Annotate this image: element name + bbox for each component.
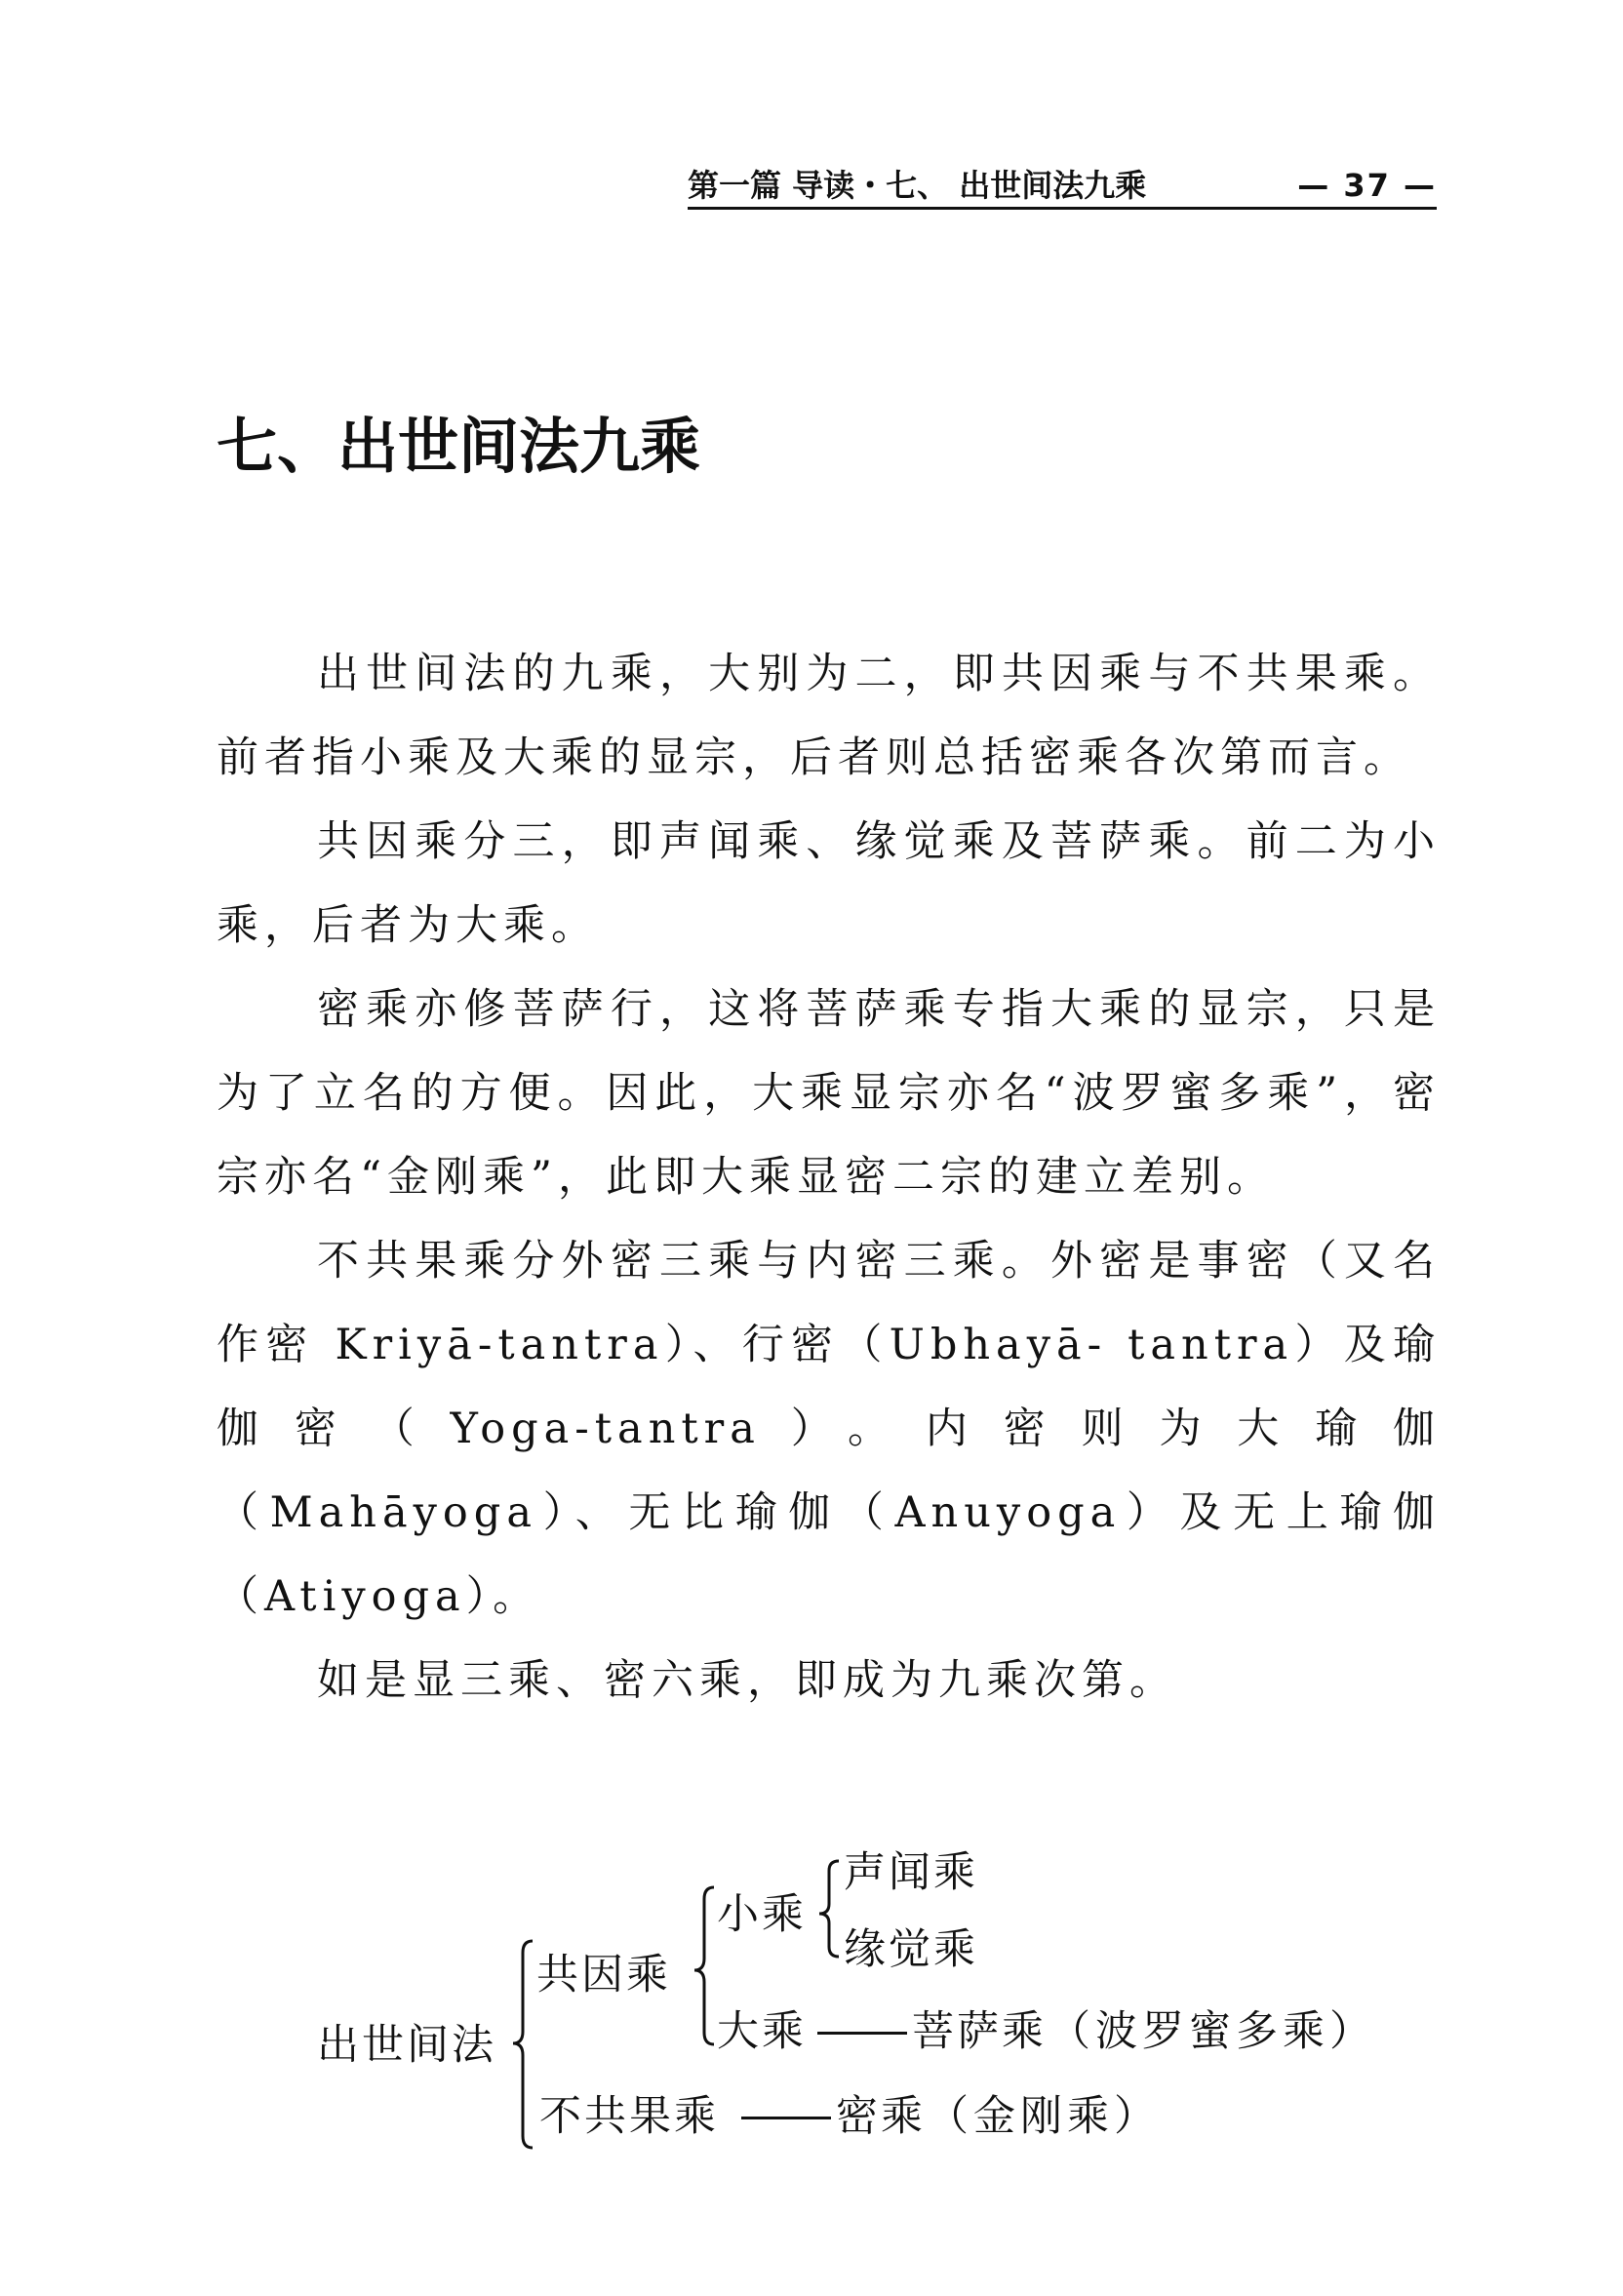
tree-node-uncommon-fruit: 不共果乘	[539, 2092, 719, 2141]
paragraph-4: 不共果乘分外密三乘与内密三乘。外密是事密（又名作密 Kriyā-tantra）、行密（Ubhayā- tantra）及瑜伽密（Yoga-tantra）。内密则为大瑜伽（Mahāyoga）、无比瑜伽（Anuyoga）及无上瑜伽（Atiyoga）。	[217, 1237, 1441, 1621]
tree-node-hinayana: 小乘	[717, 1890, 807, 1939]
tree-node-bodhisattva-alt: （波罗蜜多乘）	[1049, 2007, 1376, 2056]
paragraph-2: 共因乘分三，即声闻乘、缘觉乘及菩萨乘。前二为小乘，后者为大乘。	[217, 817, 1441, 950]
tree-connector-vajrayana	[741, 2117, 831, 2119]
tree-node-root: 出世间法	[317, 2021, 496, 2070]
tree-node-bodhisattva: 菩萨乘	[912, 2007, 1047, 2056]
tree-node-sravaka: 声闻乘	[844, 1848, 978, 1897]
tree-connector-mahayana	[817, 2032, 907, 2035]
paragraph-5: 如是显三乘、密六乘，即成为九乘次第。	[317, 1656, 1177, 1705]
brace-root	[513, 1941, 533, 2148]
tree-node-mahayana: 大乘	[717, 2007, 807, 2056]
section-title: 七、出世间法九乘	[217, 411, 701, 482]
tree-node-pratyekabuddha: 缘觉乘	[844, 1925, 978, 1974]
page-number: — 37 —	[1297, 167, 1437, 204]
running-header-title: 第一篇 导读・七、 出世间法九乘	[688, 167, 1147, 204]
paragraph-1: 出世间法的九乘，大别为二，即共因乘与不共果乘。前者指小乘及大乘的显宗，后者则总括密乘各次第而言。	[217, 650, 1441, 782]
tree-node-vajrayana-alt: （金刚乘）	[927, 2092, 1161, 2141]
brace-hinayana	[819, 1861, 839, 1957]
tree-node-common-cause: 共因乘	[536, 1951, 671, 1999]
brace-common-cause	[694, 1887, 714, 2044]
tree-node-vajrayana: 密乘	[836, 2092, 926, 2141]
paragraph-3: 密乘亦修菩萨行，这将菩萨乘专指大乘的显宗，只是为了立名的方便。因此，大乘显宗亦名“波罗蜜多乘”，密宗亦名“金刚乘”，此即大乘显密二宗的建立差别。	[217, 985, 1441, 1202]
